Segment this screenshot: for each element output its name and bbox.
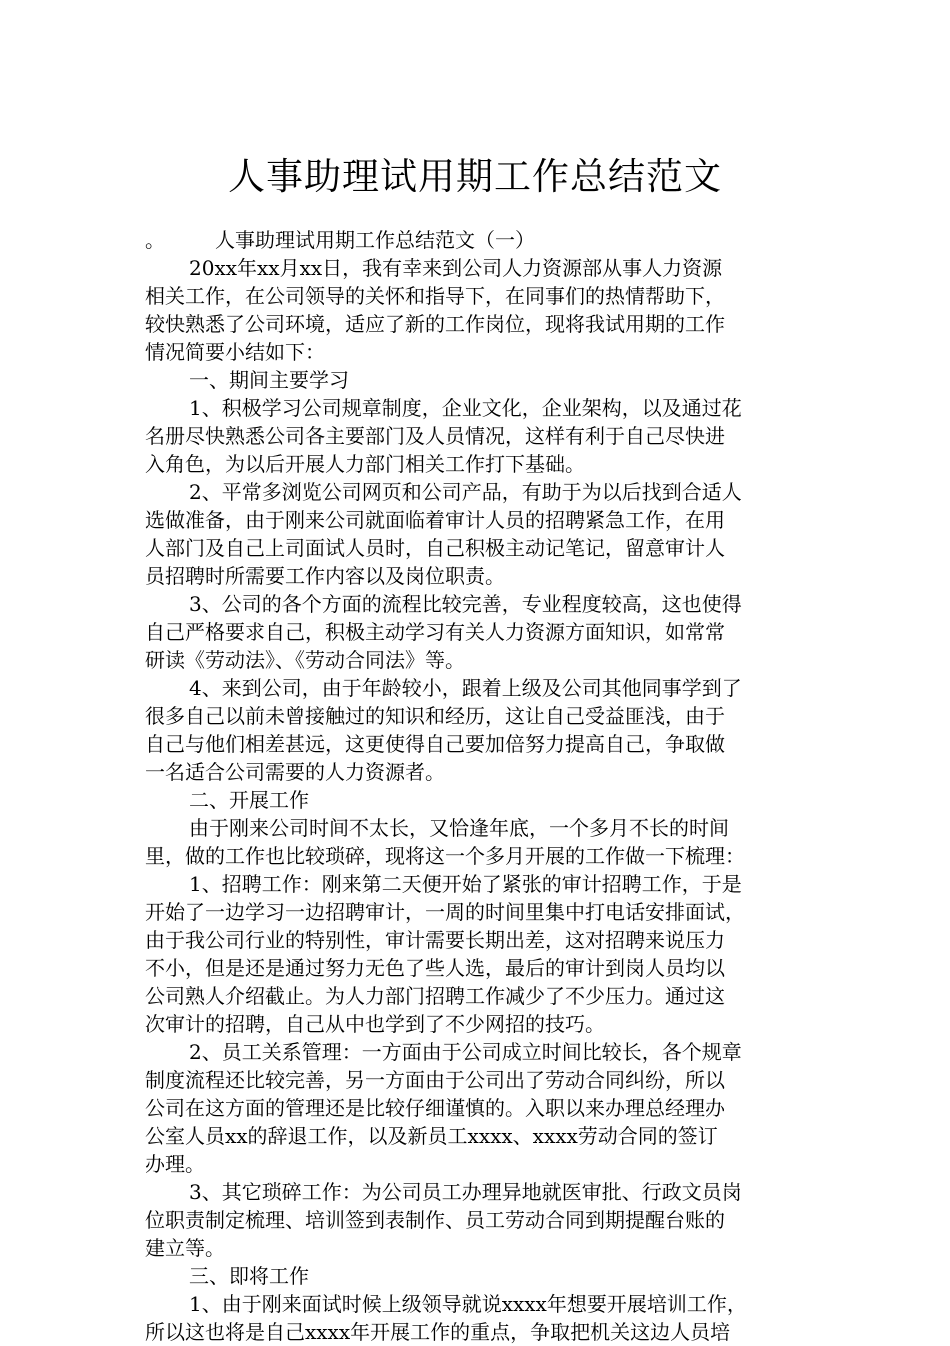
paragraph-line: 2、平常多浏览公司网页和公司产品，有助于为以后找到合适人 <box>189 480 742 504</box>
paragraph-line: 自己严格要求自己，积极主动学习有关人力资源方面知识，如常常 <box>145 620 725 644</box>
subtitle-mark: 。 <box>145 228 165 252</box>
paragraph-line: 里，做的工作也比较琐碎，现将这一个多月开展的工作做一下梳理： <box>145 844 745 868</box>
paragraph-line: 公室人员xx的辞退工作，以及新员工xxxx、xxxx劳动合同的签订 <box>145 1124 718 1148</box>
document-title: 人事助理试用期工作总结范文 <box>228 154 722 198</box>
paragraph-line: 自己与他们相差甚远，这更使得自己要加倍努力提高自己，争取做 <box>145 732 725 756</box>
paragraph-line: 1、招聘工作：刚来第二天便开始了紧张的审计招聘工作，于是 <box>189 872 742 896</box>
paragraph-line: 次审计的招聘，自己从中也学到了不少网招的技巧。 <box>145 1012 605 1036</box>
paragraph-line: 1、积极学习公司规章制度，企业文化，企业架构，以及通过花 <box>189 396 742 420</box>
paragraph-line: 建立等。 <box>145 1236 225 1260</box>
paragraph-line: 20xx年xx月xx日，我有幸来到公司人力资源部从事人力资源 <box>189 256 723 280</box>
paragraph-line: 选做准备，由于刚来公司就面临着审计人员的招聘紧急工作，在用 <box>145 508 725 532</box>
paragraph-line: 很多自己以前未曾接触过的知识和经历，这让自己受益匪浅，由于 <box>145 704 725 728</box>
paragraph-line: 4、来到公司，由于年龄较小，跟着上级及公司其他同事学到了 <box>189 676 742 700</box>
document-body <box>145 226 811 1346</box>
subtitle-text: 人事助理试用期工作总结范文（一） <box>215 228 535 252</box>
section-heading: 三、即将工作 <box>189 1264 309 1288</box>
paragraph-line: 办理。 <box>145 1152 205 1176</box>
paragraph-line: 入角色，为以后开展人力部门相关工作打下基础。 <box>145 452 585 476</box>
section-subtitle <box>145 226 811 254</box>
paragraph-line: 制度流程还比较完善，另一方面由于公司出了劳动合同纠纷，所以 <box>145 1068 725 1092</box>
paragraph-line: 一名适合公司需要的人力资源者。 <box>145 760 445 784</box>
paragraph-line: 开始了一边学习一边招聘审计，一周的时间里集中打电话安排面试， <box>145 900 745 924</box>
paragraph-line: 公司在这方面的管理还是比较仔细谨慎的。入职以来办理总经理办 <box>145 1096 725 1120</box>
paragraph-line: 员招聘时所需要工作内容以及岗位职责。 <box>145 564 505 588</box>
paragraph-line: 所以这也将是自己xxxx年开展工作的重点，争取把机关这边人员培 <box>145 1320 731 1344</box>
paragraph-line: 名册尽快熟悉公司各主要部门及人员情况，这样有利于自己尽快进 <box>145 424 725 448</box>
section-heading: 二、开展工作 <box>189 788 309 812</box>
section-heading: 一、期间主要学习 <box>189 368 349 392</box>
paragraph-line: 相关工作，在公司领导的关怀和指导下，在同事们的热情帮助下， <box>145 284 725 308</box>
paragraph-line: 3、其它琐碎工作：为公司员工办理异地就医审批、行政文员岗 <box>189 1180 742 1204</box>
paragraph-line: 公司熟人介绍截止。为人力部门招聘工作减少了不少压力。通过这 <box>145 984 725 1008</box>
paragraph-line: 较快熟悉了公司环境，适应了新的工作岗位，现将我试用期的工作 <box>145 312 725 336</box>
paragraph-line: 3、公司的各个方面的流程比较完善，专业程度较高，这也使得 <box>189 592 742 616</box>
paragraph-line: 研读《劳动法》、《劳动合同法》等。 <box>145 648 465 672</box>
paragraph-line: 位职责制定梳理、培训签到表制作、员工劳动合同到期提醒台账的 <box>145 1208 725 1232</box>
paragraph-line: 2、员工关系管理：一方面由于公司成立时间比较长，各个规章 <box>189 1040 742 1064</box>
paragraph-line: 由于我公司行业的特别性，审计需要长期出差，这对招聘来说压力 <box>145 928 725 952</box>
paragraph-line: 不小，但是还是通过努力无色了些人选，最后的审计到岗人员均以 <box>145 956 725 980</box>
paragraph-line: 情况简要小结如下： <box>145 340 325 364</box>
paragraph-line: 由于刚来公司时间不太长，又恰逢年底，一个多月不长的时间 <box>189 816 729 840</box>
paragraph-line: 人部门及自己上司面试人员时，自己积极主动记笔记，留意审计人 <box>145 536 725 560</box>
paragraph-line: 1、由于刚来面试时候上级领导就说xxxx年想要开展培训工作， <box>189 1292 747 1316</box>
